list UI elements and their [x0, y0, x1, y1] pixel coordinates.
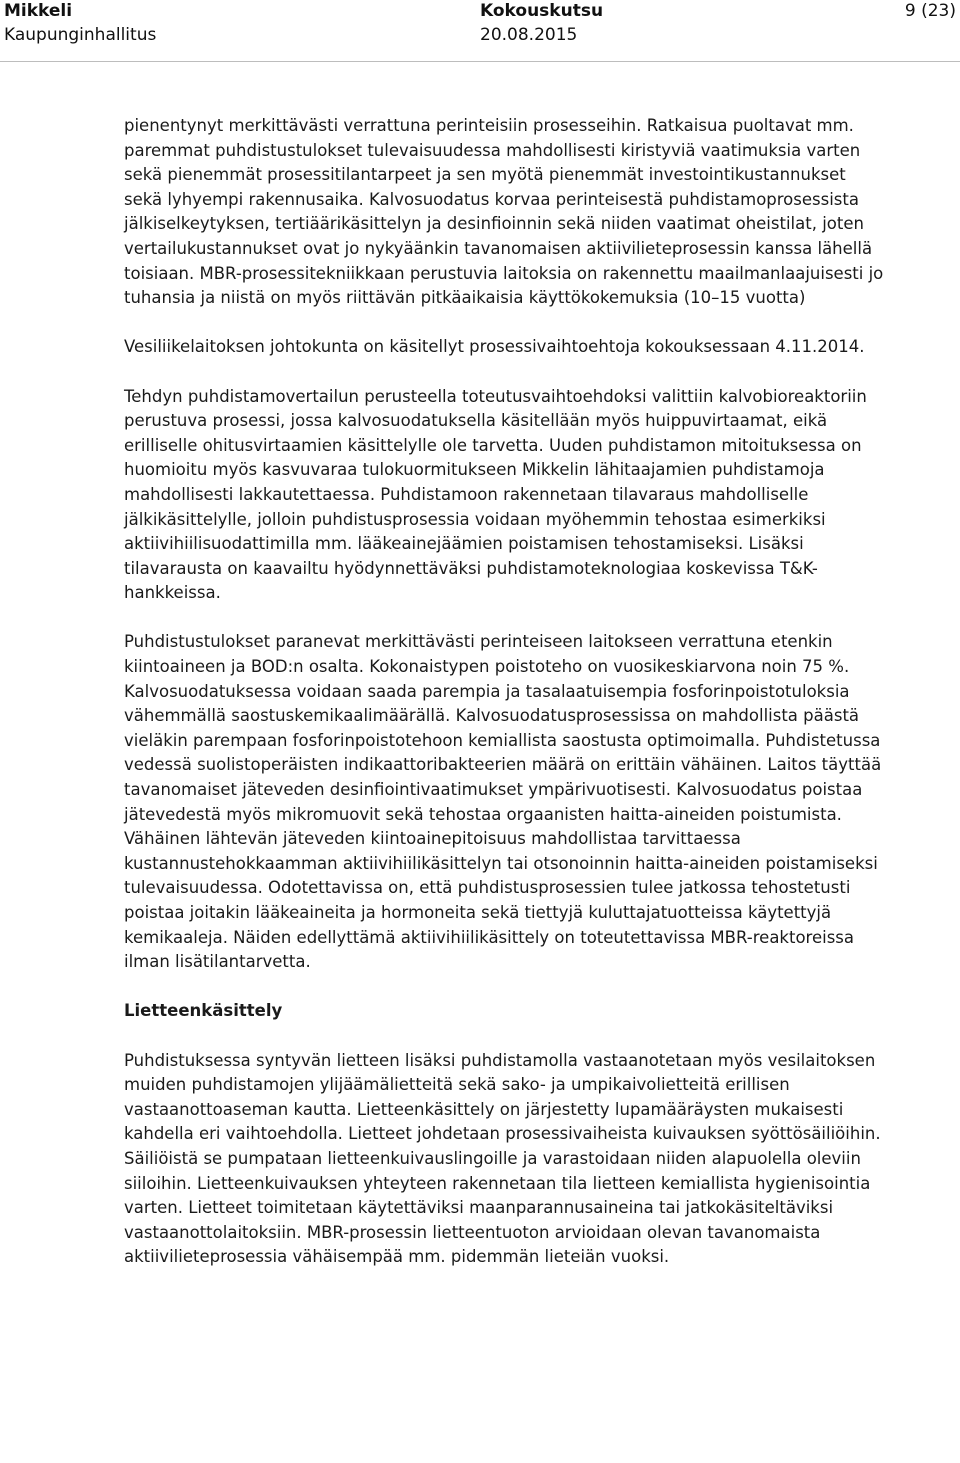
- paragraph-process-rationale: [124, 114, 884, 311]
- paragraph-selected-option: Tehdyn puhdistamovertailun perusteella toteutusvaihtoehdoksi valittiin kalvobioreaktoriin perustuva prosessi, jossa kalvosuodatuksella käsitellään myös huippuvirtaamat, eikä erilliselle ohitusvirtaamien käsittelylle ole tarvetta. Uuden puhdistamon mitoituksessa on huomioitu myös kasvuvaraa tulokuormitukseen Mikkelin lähitaajamien puhdistamoja mahdollisesti lakkautettaessa. Puhdistamoon rakennetaan tilavaraus mahdolliselle jälkikäsittelylle, jolloin puhdistusprosessia voidaan myöhemmin tehostaa esimerkiksi aktiivihiilisuodattimilla mm. lääkeainejäämien poistamisen tehostamiseksi. Lisäksi tilavarausta on kaavailtu hyödynnettäväksi puhdistamoteknologiaa koskevissa T&K- hankkeissa.: [124, 386, 867, 603]
- department-name: Kaupunginhallitus: [4, 25, 157, 45]
- paragraph-treatment-results: Puhdistustulokset paranevat merkittävästi perinteiseen laitokseen verrattuna etenkin kiintoaineen ja BOD:n osalta. Kokonaistypen poistoteho on vuosikeskiarvona noin 75 %. Kalvosuodatuksessa voidaan saada parempia ja tasalaatuisempia fosforinpoistotuloksia vähemmällä saostuskemikaalimäärällä. Kalvosuodatusprosessissa on mahdollista päästä vieläkin parempaan fosforinpoistotehoon kemiallista saostusta optimoimalla. Puhdistetussa vedessä suolistoperäisten indikaattoribakteerien määrä on erittäin vähäinen. Laitos täyttää tavanomaiset jäteveden desinfiointivaatimukset ympärivuotisesti. Kalvosuodatus poistaa jätevedestä myös mikromuovit sekä tehostaa orgaanisten haitta-aineiden poistumista. Vähäinen lähtevän jäteveden kiintoainepitoisuus mahdollistaa tarvittaessa kustannustehokkaamman aktiivihiilikäsittelyn tai otsonoinnin haitta-aineiden poistamiseksi tulevaisuudessa. Odotettavissa on, että puhdistusprosessien tulee jatkossa tehostetusti poistaa joitakin lääkeaineita ja hormoneita sekä tiettyjä kuluttajatuotteissa käytettyjä kemikaaleja. Näiden edellyttämä aktiivihiilikäsittely on toteutettavissa MBR-reaktoreissa ilman lisätilantarvetta.: [124, 632, 882, 972]
- page-number: 9 (23): [904, 1, 956, 21]
- document-type: Kokouskutsu: [480, 1, 604, 21]
- section-heading: Lietteenkäsittely: [124, 1001, 283, 1021]
- paragraph-run: Kalvosuodatus korvaa perinteisestä puhdistamoprosessista jälkiselkeytyksen, tertiäärikäsittelyn ja desinfioinnin sekä niiden vaatimat oheistilat, joten vertailukustannukset ovat jo nykyäänkin tavanomaisen aktiivilieteprosessin kanssa lähellä toisiaan. MBR-prosessitekniikkaan perustuvia laitoksia on rakennettu maailmanlaajuisesti jo tuhansia ja niistä on myös riittävän pitkäaikaisia käyttökokemuksia (10–15 vuotta): [124, 189, 884, 308]
- organization-name: Mikkeli: [4, 1, 73, 21]
- paragraph-board-decision: Vesiliikelaitoksen johtokunta on käsitellyt prosessivaihtoehtoja kokouksessaan 4.11.2014.: [124, 337, 865, 357]
- header-divider: [0, 61, 960, 62]
- paragraph-sludge-treatment: Puhdistuksessa syntyvän lietteen lisäksi puhdistamolla vastaanotetaan myös vesilaitoksen muiden puhdistamojen ylijäämälietteitä sekä sako- ja umpikaivolietteitä erillisen vastaanottoaseman kautta. Lietteenkäsittely on järjestetty lupamääräysten mukaisesti kahdella eri vaihtoehdolla. Lietteet johdetaan prosessivaiheista kuivauksen syöttösäiliöihin. Säiliöistä se pumpataan lietteenkuivauslingoille ja varastoidaan niiden alapuolella oleviin siiloihin. Lietteenkuivauksen yhteyteen rakennetaan tila lietteen kemiallista hygienisointia varten. Lietteet toimitetaan käytettäviksi maanparannusaineina tai jatkokäsiteltäviksi vastaanottolaitoksiin. MBR-prosessin lietteentuoton arvioidaan olevan tavanomaista aktiivilieteprosessia vähäisempää mm. pidemmän lieteiän vuoksi.: [124, 1050, 881, 1267]
- meeting-date: 20.08.2015: [480, 25, 578, 45]
- document-body: [124, 114, 884, 1270]
- paragraph-run: pienentynyt merkittävästi verrattuna perinteisiin prosesseihin. Ratkaisua puoltavat mm. paremmat puhdistustulokset tulevaisuudessa mahdollisesti kiristyviä vaatimuksia varten sekä pienemmät prosessitilantarpeet ja sen myötä pienemmät investointikustannukset sekä lyhyempi rakennusaika.: [124, 116, 861, 209]
- document-header: [0, 0, 960, 62]
